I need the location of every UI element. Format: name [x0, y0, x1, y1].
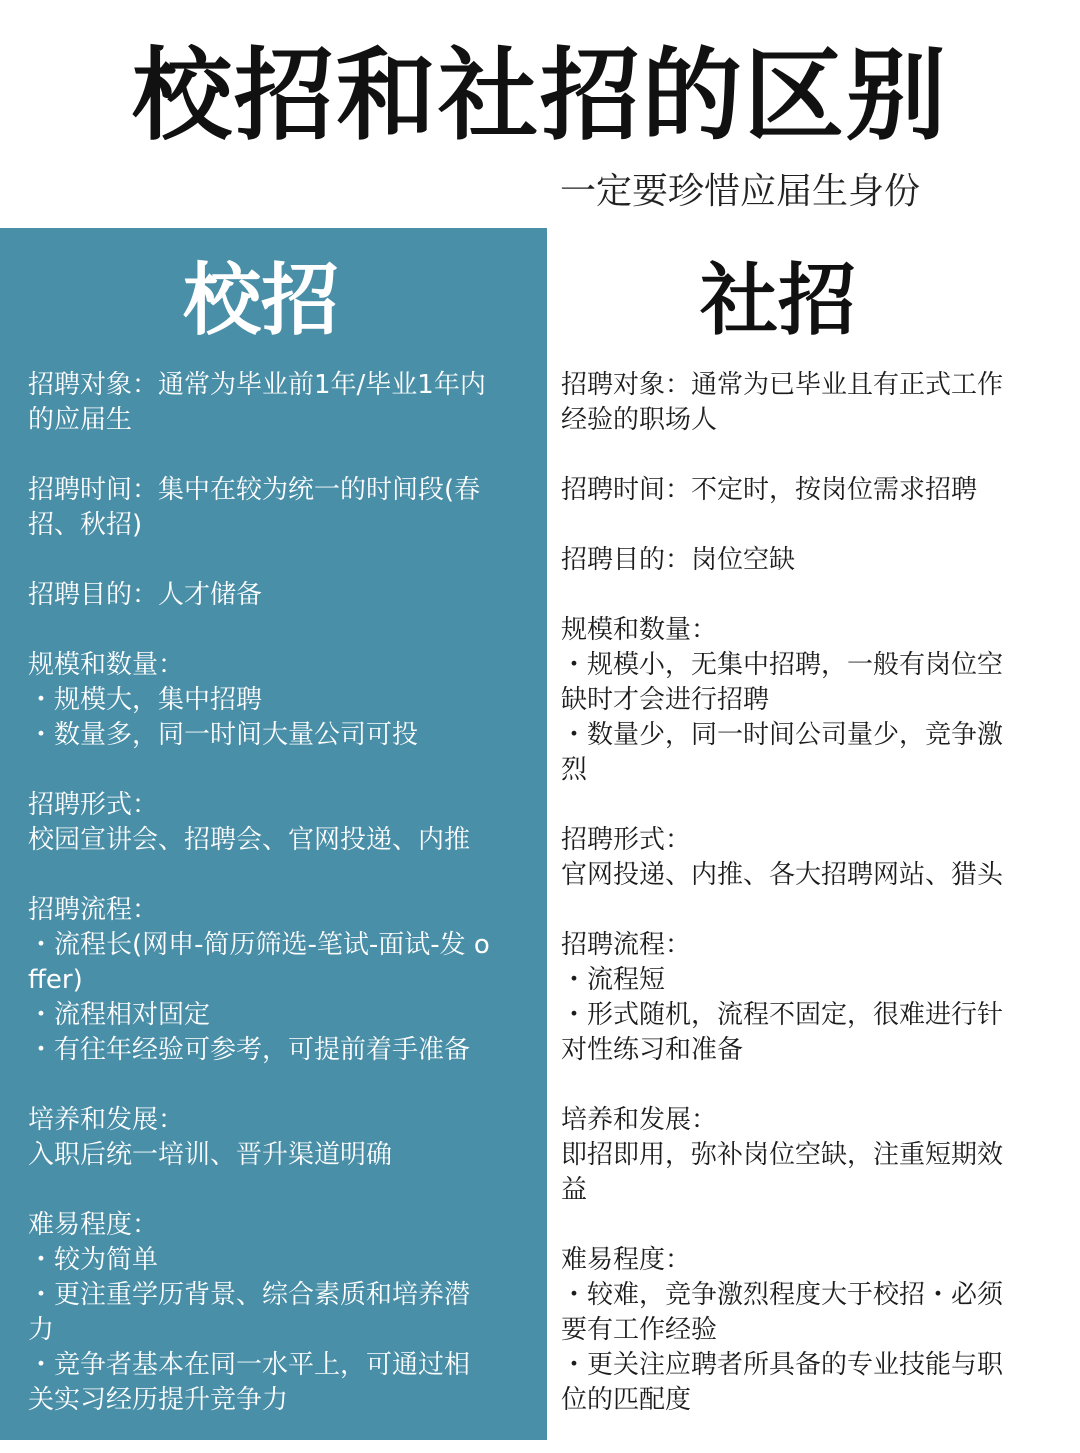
info-line: 要有工作经验: [561, 1315, 718, 1345]
info-line: ffer): [28, 965, 83, 995]
info-line: 烈: [561, 755, 588, 785]
info-line: 培养和发展：: [561, 1105, 718, 1135]
info-section: [28, 893, 508, 1068]
info-line: ・数量少，同一时间公司量少，竞争激: [561, 720, 1004, 750]
info-section: [561, 823, 1027, 893]
campus-recruitment-details: [28, 368, 508, 1453]
info-line: 招聘流程：: [561, 930, 692, 960]
info-line: 官网投递、内推、各大招聘网站、猎头: [561, 860, 1004, 890]
info-line: 招聘对象：通常为毕业前1年/毕业1年内: [28, 370, 486, 400]
header: [0, 0, 1080, 228]
info-section: [561, 473, 1027, 508]
info-line: 力: [28, 1315, 55, 1345]
info-line: ・流程相对固定: [28, 1000, 211, 1030]
info-line: 招聘形式：: [28, 790, 159, 820]
info-section: [561, 1243, 1027, 1418]
info-line: 即招即用，弥补岗位空缺，注重短期效: [561, 1140, 1004, 1170]
info-line: ・更注重学历背景、综合素质和培养潜: [28, 1280, 471, 1310]
info-section: [28, 1103, 508, 1173]
info-line: 位的匹配度: [561, 1385, 692, 1415]
info-section: [28, 473, 508, 543]
info-line: ・规模小，无集中招聘，一般有岗位空: [561, 650, 1004, 680]
info-line: 招聘时间：集中在较为统一的时间段(春: [28, 475, 481, 505]
info-line: 经验的职场人: [561, 405, 718, 435]
info-line: ・较为简单: [28, 1245, 159, 1275]
info-line: ・数量多，同一时间大量公司可投: [28, 720, 419, 750]
info-line: ・更关注应聘者所具备的专业技能与职: [561, 1350, 1004, 1380]
info-line: ・形式随机，流程不固定，很难进行针: [561, 1000, 1004, 1030]
social-recruitment-column: [547, 228, 1080, 1440]
info-line: 招聘流程：: [28, 895, 159, 925]
info-line: 招聘目的：岗位空缺: [561, 545, 796, 575]
info-line: ・规模大，集中招聘: [28, 685, 263, 715]
info-line: 入职后统一培训、晋升渠道明确: [28, 1140, 393, 1170]
info-line: 校园宣讲会、招聘会、官网投递、内推: [28, 825, 471, 855]
info-line: ・有往年经验可参考，可提前着手准备: [28, 1035, 471, 1065]
page-title: 校招和社招的区别: [132, 37, 948, 154]
info-section: [561, 368, 1027, 438]
info-line: 规模和数量：: [28, 650, 185, 680]
info-section: [28, 368, 508, 438]
info-line: ・竞争者基本在同一水平上，可通过相: [28, 1350, 471, 1380]
info-line: ・较难，竞争激烈程度大于校招・必须: [561, 1280, 1004, 1310]
info-section: [561, 613, 1027, 788]
info-line: 的应届生: [28, 405, 133, 435]
info-line: 难易程度：: [28, 1210, 159, 1240]
social-recruitment-heading: 社招: [700, 256, 857, 346]
info-section: [28, 578, 508, 613]
campus-recruitment-column: [0, 228, 547, 1440]
info-line: 招聘形式：: [561, 825, 692, 855]
page-subtitle: 一定要珍惜应届生身份: [560, 171, 921, 212]
info-line: 益: [561, 1175, 588, 1205]
info-line: 对性练习和准备: [561, 1035, 744, 1065]
info-section: [561, 543, 1027, 578]
info-line: 招聘对象：通常为已毕业且有正式工作: [561, 370, 1004, 400]
info-line: 招、秋招): [28, 510, 143, 540]
info-section: [28, 788, 508, 858]
info-line: 难易程度：: [561, 1245, 692, 1275]
info-section: [28, 1208, 508, 1418]
info-line: 招聘目的：人才储备: [28, 580, 263, 610]
info-line: ・流程长(网申-简历筛选-笔试-面试-发 o: [28, 930, 490, 960]
info-line: ・流程短: [561, 965, 666, 995]
info-line: 缺时才会进行招聘: [561, 685, 770, 715]
campus-recruitment-heading: 校招: [183, 256, 340, 346]
info-line: 培养和发展：: [28, 1105, 185, 1135]
info-section: [561, 928, 1027, 1068]
info-section: [28, 648, 508, 753]
info-section: [561, 1103, 1027, 1208]
info-line: 规模和数量：: [561, 615, 718, 645]
info-line: 关实习经历提升竞争力: [28, 1385, 289, 1415]
info-line: 招聘时间：不定时，按岗位需求招聘: [561, 475, 978, 505]
social-recruitment-details: [561, 368, 1027, 1453]
